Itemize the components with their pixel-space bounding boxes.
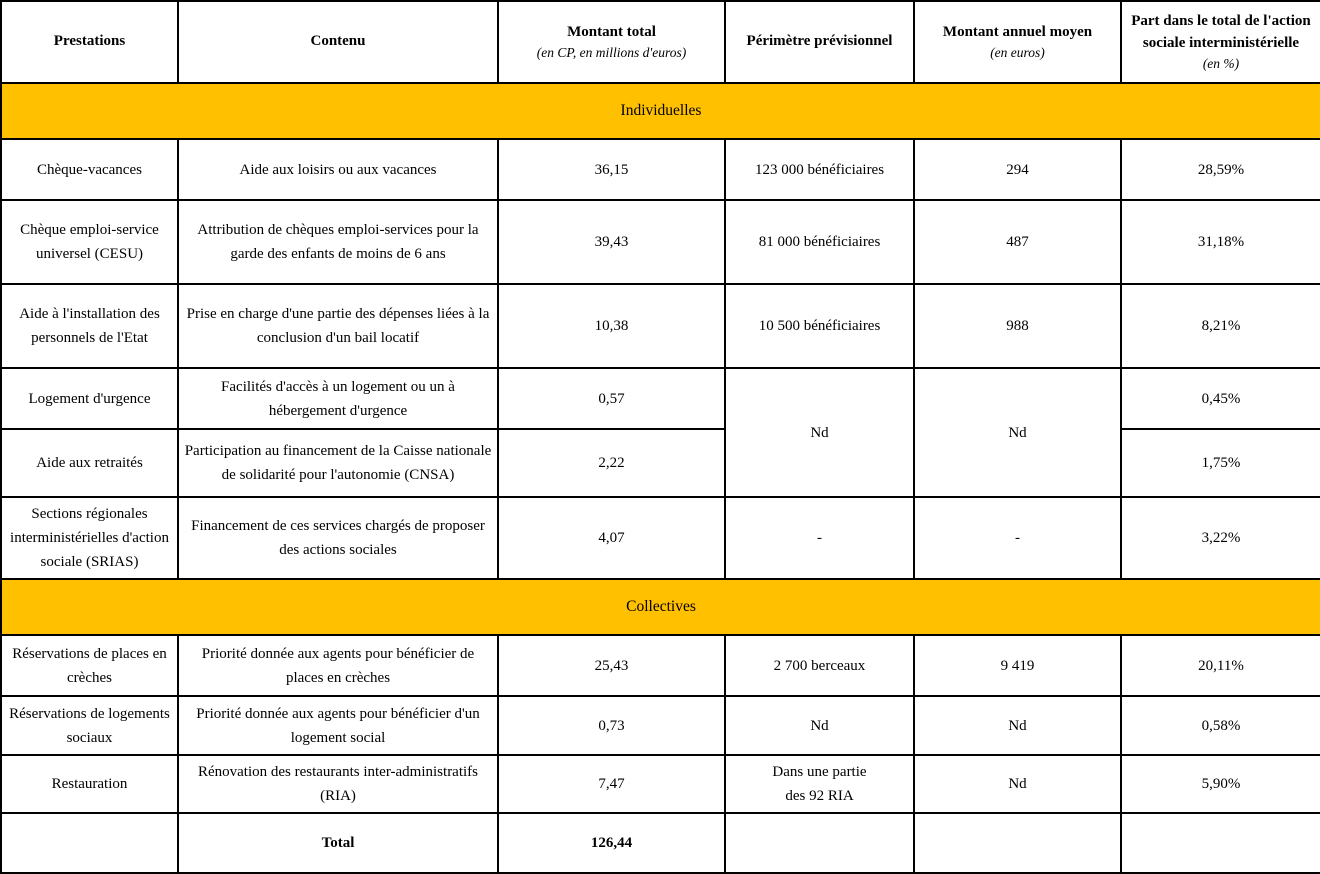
column-title: Contenu [310,33,366,50]
prestation-cell: Aide aux retraités [1,429,178,497]
contenu-cell: Prise en charge d'une partie des dépenses liées à la conclusion d'un bail locatif [178,284,498,368]
contenu-cell: Aide aux loisirs ou aux vacances [178,139,498,200]
table-row [1,139,1320,200]
perimetre-cell [725,755,914,813]
total-label-cell: Total [178,813,498,873]
prestation-cell: Chèque-vacances [1,139,178,200]
perimetre-cell: 81 000 bénéficiaires [725,200,914,284]
column-subtitle: (en %) [1202,55,1240,71]
column-header-montant-total [498,1,725,83]
part-cell: 0,45% [1121,368,1320,429]
perimetre-line-2: des 92 RIA [785,788,854,804]
column-title: Montant total [567,24,656,41]
table-row [1,200,1320,284]
montant-cell: 7,47 [498,755,725,813]
table-header-row [1,1,1320,83]
column-title: Part dans le total de l'action sociale interministérielle [1131,13,1311,52]
contenu-cell: Priorité donnée aux agents pour bénéficier de places en crèches [178,635,498,696]
perimetre-line-1: Dans une partie [772,764,867,780]
section-band-individuelles: Individuelles [1,83,1320,139]
column-header-prestations [1,1,178,83]
column-header-part [1121,1,1320,83]
montant-cell: 10,38 [498,284,725,368]
table-row [1,368,1320,429]
annuel-cell: 294 [914,139,1121,200]
contenu-cell: Priorité donnée aux agents pour bénéficier d'un logement social [178,696,498,755]
montant-cell: 2,22 [498,429,725,497]
part-cell: 5,90% [1121,755,1320,813]
perimetre-cell: 2 700 berceaux [725,635,914,696]
table-row [1,635,1320,696]
annuel-cell: 9 419 [914,635,1121,696]
column-title: Montant annuel moyen [942,24,1093,41]
annuel-cell: 988 [914,284,1121,368]
ghost-cell [1121,813,1320,873]
montant-cell: 0,73 [498,696,725,755]
part-cell: 0,58% [1121,696,1320,755]
section-row [1,579,1320,635]
prestation-cell: Restauration [1,755,178,813]
table-row [1,284,1320,368]
column-title: Prestations [53,33,126,50]
part-cell: 20,11% [1121,635,1320,696]
perimetre-cell: 123 000 bénéficiaires [725,139,914,200]
prestation-cell: Logement d'urgence [1,368,178,429]
montant-cell: 0,57 [498,368,725,429]
annuel-cell: Nd [914,696,1121,755]
total-row [1,813,1320,873]
montant-cell: 4,07 [498,497,725,579]
perimetre-cell: 10 500 bénéficiaires [725,284,914,368]
annuel-cell: - [914,497,1121,579]
prestation-cell: Sections régionales interministérielles d'action sociale (SRIAS) [1,497,178,579]
column-title: Périmètre prévisionnel [746,33,893,50]
part-cell: 8,21% [1121,284,1320,368]
ghost-cell [914,813,1121,873]
prestation-cell: Chèque emploi-service universel (CESU) [1,200,178,284]
perimetre-cell: - [725,497,914,579]
part-cell: 1,75% [1121,429,1320,497]
table-row [1,755,1320,813]
column-subtitle: (en euros) [990,45,1045,61]
total-spacer-cell [1,813,178,873]
contenu-cell: Financement de ces services chargés de proposer des actions sociales [178,497,498,579]
montant-cell: 36,15 [498,139,725,200]
column-subtitle: (en CP, en millions d'euros) [536,45,687,61]
prestation-cell: Réservations de places en crèches [1,635,178,696]
perimetre-cell-merged: Nd [725,368,914,497]
montant-cell: 39,43 [498,200,725,284]
montant-cell: 25,43 [498,635,725,696]
section-band-collectives: Collectives [1,579,1320,635]
prestation-cell: Aide à l'installation des personnels de l'Etat [1,284,178,368]
table-row [1,497,1320,579]
part-cell: 3,22% [1121,497,1320,579]
annuel-cell: 487 [914,200,1121,284]
annuel-cell: Nd [914,755,1121,813]
part-cell: 31,18% [1121,200,1320,284]
column-header-perimetre [725,1,914,83]
total-value-cell: 126,44 [498,813,725,873]
column-header-montant-annuel [914,1,1121,83]
contenu-cell: Attribution de chèques emploi-services pour la garde des enfants de moins de 6 ans [178,200,498,284]
contenu-cell: Facilités d'accès à un logement ou un à hébergement d'urgence [178,368,498,429]
prestation-cell: Réservations de logements sociaux [1,696,178,755]
contenu-cell: Rénovation des restaurants inter-administratifs (RIA) [178,755,498,813]
annuel-cell-merged: Nd [914,368,1121,497]
table-row [1,696,1320,755]
ghost-cell [725,813,914,873]
part-cell: 28,59% [1121,139,1320,200]
section-row [1,83,1320,139]
table-row [1,429,1320,497]
column-header-contenu [178,1,498,83]
contenu-cell: Participation au financement de la Caisse nationale de solidarité pour l'autonomie (CNSA) [178,429,498,497]
perimetre-cell: Nd [725,696,914,755]
